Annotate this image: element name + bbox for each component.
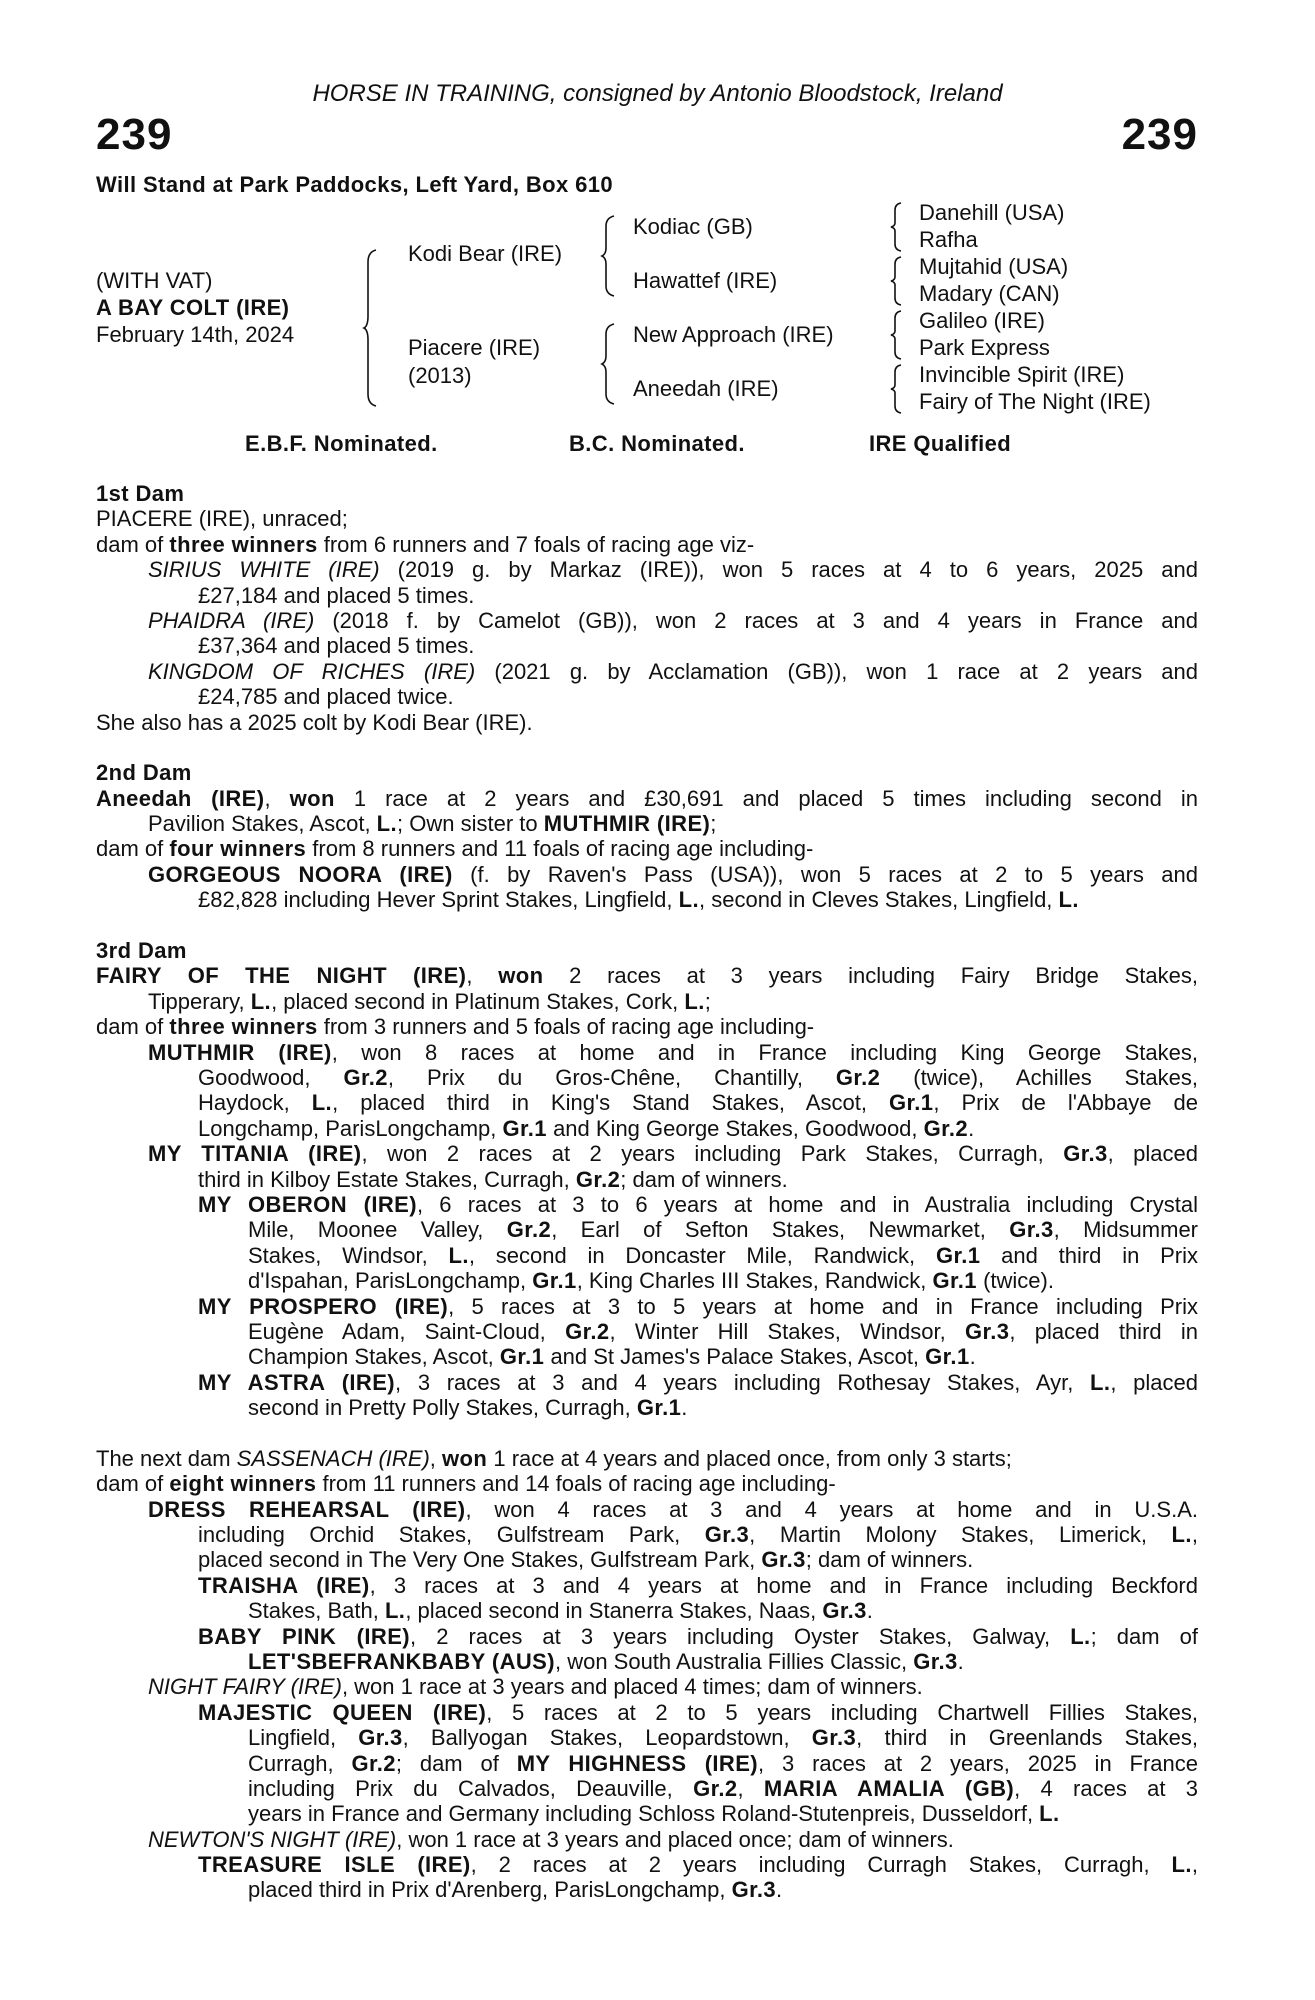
bold-text: three winners xyxy=(169,1014,318,1040)
text-segment: Stakes, Windsor, xyxy=(248,1242,449,1268)
text-segment: , xyxy=(466,963,499,989)
text-segment: , 3 races at 2 years, 2025 in France xyxy=(758,1750,1198,1776)
text-segment: , 5 races at 2 to 5 years including Chartwell Fillies Stakes, xyxy=(486,1699,1198,1725)
text-segment: , placed third in xyxy=(1009,1318,1198,1344)
text-segment: 2 races at 3 years including Fairy Bridge Stakes, xyxy=(543,963,1198,989)
text-segment: Pavilion Stakes, Ascot, xyxy=(148,811,377,837)
ancestor: Park Express xyxy=(919,335,1050,360)
text-segment: ; dam of winners. xyxy=(805,1547,974,1573)
text-line xyxy=(96,938,1198,963)
blank-line xyxy=(96,913,1198,938)
bold-text: MUTHMIR (IRE) xyxy=(148,1039,332,1065)
brace-icon xyxy=(364,250,378,406)
text-segment: ; dam of winners. xyxy=(620,1166,788,1192)
text-segment: , won 8 races at home and in France including King George Stakes, xyxy=(331,1039,1198,1065)
text-segment: , xyxy=(737,1775,764,1801)
text-segment: (2018 f. by Camelot (GB)), won 2 races at 3 and 4 years in France and xyxy=(314,607,1198,633)
ancestor: Mujtahid (USA) xyxy=(919,254,1069,279)
brace-icon xyxy=(891,365,903,413)
brace-icon xyxy=(891,311,903,359)
text-segment: Goodwood, xyxy=(198,1064,344,1090)
text-segment: 1 race at 4 years and placed once, from only 3 starts; xyxy=(487,1445,1012,1471)
text-line xyxy=(96,862,1198,887)
blank-line xyxy=(96,1420,1198,1445)
bold-text: L. xyxy=(1171,1522,1192,1548)
bold-text: MUTHMIR (IRE) xyxy=(543,811,711,837)
text-segment: from 6 runners and 7 foals of racing age viz- xyxy=(317,531,755,557)
bold-text: BABY PINK (IRE) xyxy=(198,1623,410,1649)
text-line xyxy=(96,1471,1198,1496)
text-segment: , placed second in Platinum Stakes, Cork, xyxy=(271,988,685,1014)
text-segment: dam of xyxy=(96,1471,170,1497)
text-segment: including Prix du Calvados, Deauville, xyxy=(248,1775,694,1801)
text-segment: , xyxy=(264,785,290,811)
text-segment: (twice), Achilles Stakes, xyxy=(880,1064,1198,1090)
bold-text: TRAISHA (IRE) xyxy=(198,1572,370,1598)
bold-text: won xyxy=(498,963,544,989)
text-segment: PIACERE (IRE), unraced; xyxy=(96,506,348,532)
bold-text: Gr.1 xyxy=(925,1344,970,1370)
bold-text: Gr.3 xyxy=(731,1877,776,1903)
bold-text: DRESS REHEARSAL (IRE) xyxy=(148,1496,466,1522)
bold-text: Aneedah (IRE) xyxy=(96,785,265,811)
text-segment: dam of xyxy=(96,1014,170,1040)
text-line xyxy=(96,1700,1198,1725)
text-line xyxy=(96,583,1198,608)
italic-name: SIRIUS WHITE (IRE) xyxy=(148,557,380,583)
text-line xyxy=(96,1319,1198,1344)
text-segment: Stakes, Bath, xyxy=(248,1598,385,1624)
ebf-nomination: E.B.F. Nominated. xyxy=(245,431,438,456)
text-segment: (f. by Raven's Pass (USA)), won 5 races at 2 to 5 years and xyxy=(452,861,1198,887)
bold-text: Gr.3 xyxy=(822,1598,867,1624)
bold-text: won xyxy=(289,785,335,811)
text-segment: . xyxy=(969,1344,976,1370)
italic-name: KINGDOM OF RICHES (IRE) xyxy=(148,658,476,684)
text-segment: ; dam of xyxy=(395,1750,517,1776)
text-line xyxy=(96,1344,1198,1369)
vat-note: (WITH VAT) xyxy=(96,268,213,293)
bold-text: 3rd Dam xyxy=(96,938,187,964)
text-line xyxy=(96,608,1198,633)
text-line xyxy=(96,1852,1198,1877)
bold-text: GORGEOUS NOORA (IRE) xyxy=(148,861,453,887)
text-segment: placed third in Prix d'Arenberg, ParisLongchamp, xyxy=(248,1877,732,1903)
bold-text: L. xyxy=(448,1242,469,1268)
text-segment: , King Charles III Stakes, Randwick, xyxy=(576,1268,933,1294)
text-line xyxy=(96,811,1198,836)
text-segment: , placed second in Stanerra Stakes, Naas, xyxy=(405,1598,823,1624)
bold-text: L. xyxy=(376,811,398,837)
text-line xyxy=(96,1547,1198,1572)
text-line xyxy=(96,1395,1198,1420)
bold-text: L. xyxy=(384,1598,406,1624)
text-segment: (2019 g. by Markaz (IRE)), won 5 races at 4 to 6 years, 2025 and xyxy=(379,557,1198,583)
text-segment: £24,785 and placed twice. xyxy=(198,684,454,710)
text-line xyxy=(96,1116,1198,1141)
text-segment: years in France and Germany including Schloss Roland-Stutenpreis, Dusseldorf, xyxy=(248,1801,1040,1827)
text-line xyxy=(96,659,1198,684)
italic-name: PHAIDRA (IRE) xyxy=(148,607,315,633)
bold-text: Gr.1 xyxy=(499,1344,545,1370)
bold-text: Gr.2 xyxy=(923,1115,969,1141)
text-segment: Mile, Moonee Valley, xyxy=(248,1217,507,1243)
text-segment: , Prix du Gros-Chêne, Chantilly, xyxy=(387,1064,836,1090)
text-line xyxy=(96,1751,1198,1776)
bold-text: MY ASTRA (IRE) xyxy=(198,1369,396,1395)
text-segment: , Ballyogan Stakes, Leopardstown, xyxy=(402,1725,812,1751)
text-line xyxy=(96,1294,1198,1319)
text-segment: , won 2 races at 2 years including Park Stakes, Curragh, xyxy=(361,1141,1064,1167)
text-segment: Curragh, xyxy=(248,1750,352,1776)
text-segment: , xyxy=(1191,1852,1198,1878)
text-line xyxy=(96,1040,1198,1065)
text-segment: , 3 races at 3 and 4 years including Rothesay Stakes, Ayr, xyxy=(395,1369,1091,1395)
bold-text: L. xyxy=(1058,887,1079,913)
text-line xyxy=(96,1065,1198,1090)
bold-text: Gr.2 xyxy=(575,1166,621,1192)
text-line xyxy=(96,1725,1198,1750)
text-segment: , Winter Hill Stakes, Windsor, xyxy=(609,1318,965,1344)
text-line xyxy=(96,1776,1198,1801)
bold-text: Gr.2 xyxy=(835,1064,881,1090)
text-line xyxy=(96,1827,1198,1852)
bold-text: Gr.1 xyxy=(888,1090,934,1116)
bold-text: L. xyxy=(678,887,699,913)
bc-nomination: B.C. Nominated. xyxy=(569,431,745,456)
text-segment: Champion Stakes, Ascot, xyxy=(248,1344,500,1370)
text-segment: from 3 runners and 5 foals of racing age including- xyxy=(317,1014,815,1040)
text-segment: , placed xyxy=(1107,1141,1198,1167)
text-segment: , second in Doncaster Mile, Randwick, xyxy=(468,1242,936,1268)
text-line xyxy=(96,1217,1198,1242)
italic-name: NEWTON'S NIGHT (IRE) xyxy=(148,1826,397,1852)
text-segment: , 2 races at 3 years including Oyster Stakes, Galway, xyxy=(410,1623,1071,1649)
grandsire: Kodiac (GB) xyxy=(633,214,753,239)
text-segment: , third in Greenlands Stakes, xyxy=(856,1725,1198,1751)
text-segment: and King George Stakes, Goodwood, xyxy=(546,1115,924,1141)
text-segment: Eugène Adam, Saint-Cloud, xyxy=(248,1318,566,1344)
text-line xyxy=(96,557,1198,582)
text-line xyxy=(96,1268,1198,1293)
produce-record xyxy=(96,481,1198,1903)
bold-text: Gr.2 xyxy=(693,1775,738,1801)
text-segment: and St James's Palace Stakes, Ascot, xyxy=(544,1344,926,1370)
bold-text: L. xyxy=(1039,1801,1060,1827)
text-line xyxy=(96,1877,1198,1902)
bold-text: MY OBERON (IRE) xyxy=(198,1191,417,1217)
text-segment: . xyxy=(968,1115,975,1141)
text-segment: . xyxy=(866,1598,873,1624)
granddam: Hawattef (IRE) xyxy=(633,268,778,293)
text-segment: d'Ispahan, ParisLongchamp, xyxy=(248,1268,533,1294)
text-segment: ; Own sister to xyxy=(397,811,544,837)
text-segment: and third in Prix xyxy=(980,1242,1198,1268)
text-segment: (twice). xyxy=(976,1268,1054,1294)
text-segment: , second in Cleves Stakes, Lingfield, xyxy=(699,887,1059,913)
bold-text: 1st Dam xyxy=(96,481,185,506)
ancestor: Invincible Spirit (IRE) xyxy=(919,362,1125,387)
lot-number-right: 239 xyxy=(1121,110,1198,159)
text-line xyxy=(96,786,1198,811)
text-line xyxy=(96,1573,1198,1598)
bold-text: Gr.1 xyxy=(636,1395,682,1421)
text-segment: , 3 races at 3 and 4 years at home and in France including Beckford xyxy=(369,1572,1198,1598)
text-segment: , won 1 race at 3 years and placed 4 times; dam of winners. xyxy=(341,1674,923,1700)
text-line xyxy=(96,532,1198,557)
bold-text: eight winners xyxy=(169,1471,317,1497)
bold-text: FAIRY OF THE NIGHT (IRE) xyxy=(96,963,467,989)
text-segment: from 11 runners and 14 foals of racing age including- xyxy=(316,1471,836,1497)
text-segment: 1 race at 2 years and £30,691 and placed 5 times including second in xyxy=(334,785,1198,811)
text-segment: placed second in The Very One Stakes, Gulfstream Park, xyxy=(198,1547,762,1573)
text-segment: , won 4 races at 3 and 4 years at home and in U.S.A. xyxy=(465,1496,1198,1522)
text-line xyxy=(96,963,1198,988)
dam-year: (2013) xyxy=(408,363,472,388)
text-segment: , 4 races at 3 xyxy=(1014,1775,1198,1801)
sire: Kodi Bear (IRE) xyxy=(408,241,563,266)
text-line xyxy=(96,1370,1198,1395)
italic-name: SASSENACH (IRE) xyxy=(236,1445,430,1471)
bold-text: Gr.1 xyxy=(932,1268,977,1294)
text-segment: including Orchid Stakes, Gulfstream Park, xyxy=(198,1522,705,1548)
text-segment: , xyxy=(429,1445,443,1471)
ire-qualified: IRE Qualified xyxy=(869,431,1012,456)
bold-text: L. xyxy=(1171,1852,1192,1878)
text-segment: £27,184 and placed 5 times. xyxy=(198,582,475,608)
text-line xyxy=(96,506,1198,531)
text-segment: The next dam xyxy=(96,1445,237,1471)
bold-text: L. xyxy=(1070,1623,1091,1649)
text-line xyxy=(96,1497,1198,1522)
dam: Piacere (IRE) xyxy=(408,335,541,360)
bold-text: MY HIGHNESS (IRE) xyxy=(516,1750,759,1776)
bold-text: Gr.3 xyxy=(964,1318,1010,1344)
text-segment: , 2 races at 2 years including Curragh Stakes, Curragh, xyxy=(470,1852,1172,1878)
ancestor: Rafha xyxy=(919,227,978,252)
text-segment: Haydock, xyxy=(198,1090,312,1116)
text-segment: . xyxy=(681,1395,688,1421)
brace-icon xyxy=(602,324,616,404)
stand-location: Will Stand at Park Paddocks, Left Yard, Box 610 xyxy=(96,172,614,197)
bold-text: Gr.3 xyxy=(704,1522,750,1548)
blank-line xyxy=(96,735,1198,760)
horse-name: A BAY COLT (IRE) xyxy=(96,295,290,320)
text-segment: , xyxy=(1191,1522,1198,1548)
text-line xyxy=(96,1598,1198,1623)
text-line xyxy=(96,633,1198,658)
text-segment: , Martin Molony Stakes, Limerick, xyxy=(749,1522,1172,1548)
ancestor: Fairy of The Night (IRE) xyxy=(919,389,1151,414)
text-line xyxy=(96,1167,1198,1192)
bold-text: L. xyxy=(311,1090,333,1116)
grandsire: New Approach (IRE) xyxy=(633,322,834,347)
text-segment: , 5 races at 3 to 5 years at home and in France including Prix xyxy=(448,1293,1198,1319)
text-segment: ; xyxy=(704,988,711,1014)
bold-text: Gr.3 xyxy=(358,1725,403,1751)
bold-text: Gr.1 xyxy=(502,1115,547,1141)
bold-text: L. xyxy=(684,988,705,1014)
text-line xyxy=(96,710,1198,735)
bold-text: MAJESTIC QUEEN (IRE) xyxy=(198,1699,487,1725)
text-segment: , won 1 race at 3 years and placed once; dam of winners. xyxy=(396,1826,954,1852)
text-line xyxy=(96,1801,1198,1826)
text-segment: Lingfield, xyxy=(248,1725,359,1751)
bold-text: Gr.1 xyxy=(935,1242,981,1268)
bold-text: 2nd Dam xyxy=(96,760,192,786)
bold-text: Gr.3 xyxy=(1009,1217,1054,1243)
text-segment: dam of xyxy=(96,531,170,557)
text-line xyxy=(96,1649,1198,1674)
text-segment: dam of xyxy=(96,836,170,862)
text-line xyxy=(96,1522,1198,1547)
text-segment: second in Pretty Polly Stakes, Curragh, xyxy=(248,1395,637,1421)
text-segment: , won South Australia Fillies Classic, xyxy=(554,1648,914,1674)
text-segment: , placed xyxy=(1110,1369,1198,1395)
text-line xyxy=(96,836,1198,861)
brace-icon xyxy=(891,257,903,305)
bold-text: TREASURE ISLE (IRE) xyxy=(198,1852,471,1878)
text-segment: ; dam of xyxy=(1090,1623,1198,1649)
lot-number-left: 239 xyxy=(96,110,173,159)
text-line xyxy=(96,887,1198,912)
text-segment: third in Kilboy Estate Stakes, Curragh, xyxy=(198,1166,576,1192)
italic-name: NIGHT FAIRY (IRE) xyxy=(148,1674,342,1700)
bold-text: MY PROSPERO (IRE) xyxy=(198,1293,449,1319)
bold-text: Gr.3 xyxy=(1063,1141,1108,1167)
text-segment: , Prix de l'Abbaye de xyxy=(933,1090,1198,1116)
text-segment: from 8 runners and 11 foals of racing age including- xyxy=(306,836,814,862)
text-segment: Tipperary, xyxy=(148,988,251,1014)
text-segment: £82,828 including Hever Sprint Stakes, Lingfield, xyxy=(198,887,679,913)
text-segment: £37,364 and placed 5 times. xyxy=(198,633,475,659)
bold-text: Gr.2 xyxy=(343,1064,388,1090)
text-segment: Longchamp, ParisLongchamp, xyxy=(198,1115,503,1141)
ancestor: Galileo (IRE) xyxy=(919,308,1045,333)
text-line xyxy=(96,481,1198,506)
text-line xyxy=(96,684,1198,709)
bold-text: Gr.2 xyxy=(506,1217,552,1243)
bold-text: Gr.2 xyxy=(565,1318,610,1344)
granddam: Aneedah (IRE) xyxy=(633,376,779,401)
foaling-date: February 14th, 2024 xyxy=(96,322,295,347)
text-segment: , placed third in King's Stand Stakes, Ascot, xyxy=(332,1090,889,1116)
bold-text: three winners xyxy=(169,531,318,557)
ancestor: Madary (CAN) xyxy=(919,281,1060,306)
text-line xyxy=(96,1192,1198,1217)
bold-text: Gr.2 xyxy=(351,1750,396,1776)
text-line xyxy=(96,1624,1198,1649)
bold-text: L. xyxy=(250,988,272,1014)
ancestor: Danehill (USA) xyxy=(919,200,1065,225)
text-line xyxy=(96,1014,1198,1039)
text-segment: . xyxy=(957,1648,964,1674)
bold-text: MY TITANIA (IRE) xyxy=(148,1141,362,1167)
bold-text: Gr.1 xyxy=(532,1268,577,1294)
text-line xyxy=(96,760,1198,785)
text-segment: She also has a 2025 colt by Kodi Bear (IRE). xyxy=(96,709,533,735)
text-line xyxy=(96,1243,1198,1268)
text-segment: (2021 g. by Acclamation (GB)), won 1 race at 2 years and xyxy=(475,658,1198,684)
catalogue-header: HORSE IN TRAINING, consigned by Antonio Bloodstock, Ireland xyxy=(312,80,1003,107)
text-line xyxy=(96,1674,1198,1699)
text-segment: ; xyxy=(710,811,717,837)
bold-text: Gr.3 xyxy=(761,1547,806,1573)
text-line xyxy=(96,1446,1198,1471)
text-segment: , 6 races at 3 to 6 years at home and in Australia including Crystal xyxy=(416,1191,1198,1217)
brace-icon xyxy=(891,203,903,251)
text-line xyxy=(96,1090,1198,1115)
bold-text: MARIA AMALIA (GB) xyxy=(763,1775,1015,1801)
text-segment: , Earl of Sefton Stakes, Newmarket, xyxy=(551,1217,1010,1243)
text-line xyxy=(96,989,1198,1014)
bold-text: LET'SBEFRANKBABY (AUS) xyxy=(248,1648,555,1674)
bold-text: won xyxy=(442,1445,488,1471)
text-segment: . xyxy=(776,1877,783,1903)
brace-icon xyxy=(602,216,616,296)
text-line xyxy=(96,1141,1198,1166)
bold-text: L. xyxy=(1090,1369,1111,1395)
bold-text: Gr.3 xyxy=(913,1648,958,1674)
bold-text: Gr.3 xyxy=(811,1725,857,1751)
text-segment: , Midsummer xyxy=(1053,1217,1198,1243)
bold-text: four winners xyxy=(169,836,307,862)
